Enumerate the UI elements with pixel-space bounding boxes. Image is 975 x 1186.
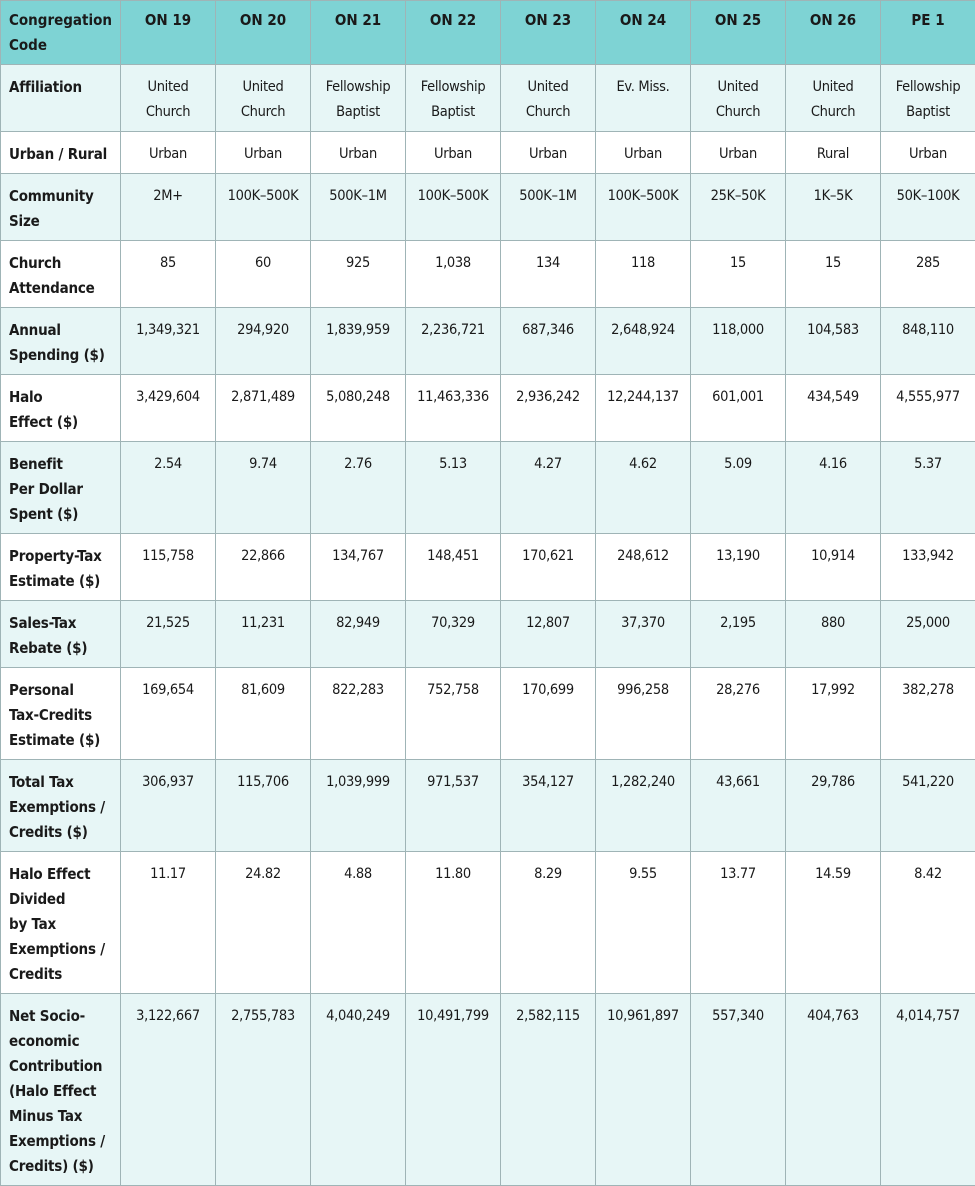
table-cell: 12,244,137: [596, 375, 691, 442]
column-header: ON 21: [311, 1, 406, 65]
table-row-net-socioeconomic-contribution: [1, 994, 975, 1186]
table-cell: 100K–500K: [596, 174, 691, 241]
table-cell: 2.54: [121, 442, 216, 534]
row-label: Sales-Tax Rebate ($): [1, 601, 121, 668]
table-cell: 169,654: [121, 668, 216, 760]
table-cell: Urban: [406, 132, 501, 174]
table-cell: 25K–50K: [691, 174, 786, 241]
column-header: ON 19: [121, 1, 216, 65]
table-cell: Ev. Miss.: [596, 65, 691, 132]
table-cell: Urban: [596, 132, 691, 174]
table-cell: 541,220: [881, 760, 975, 852]
table-row-affiliation: [1, 65, 975, 132]
table-row-halo-effect: [1, 375, 975, 442]
table-cell: 5.09: [691, 442, 786, 534]
table-cell: 4.62: [596, 442, 691, 534]
table-cell: 4.88: [311, 852, 406, 994]
table-cell: 170,699: [501, 668, 596, 760]
table-cell: 5,080,248: [311, 375, 406, 442]
table-cell: 15: [691, 241, 786, 308]
table-cell: 434,549: [786, 375, 881, 442]
table-cell: 13,190: [691, 534, 786, 601]
table-cell: 248,612: [596, 534, 691, 601]
table-cell: 22,866: [216, 534, 311, 601]
table-cell: 1,039,999: [311, 760, 406, 852]
table-cell: 2.76: [311, 442, 406, 534]
table-cell: 115,706: [216, 760, 311, 852]
table-cell: Fellowship Baptist: [311, 65, 406, 132]
table-cell: 11.17: [121, 852, 216, 994]
table-cell: 4,555,977: [881, 375, 975, 442]
table-cell: 996,258: [596, 668, 691, 760]
table-cell: 2,936,242: [501, 375, 596, 442]
row-label: Church Attendance: [1, 241, 121, 308]
table-cell: 134,767: [311, 534, 406, 601]
table-cell: 1,839,959: [311, 308, 406, 375]
table-cell: 1K–5K: [786, 174, 881, 241]
table-cell: 37,370: [596, 601, 691, 668]
table-cell: 601,001: [691, 375, 786, 442]
table-cell: 2,871,489: [216, 375, 311, 442]
table-cell: 4,040,249: [311, 994, 406, 1186]
table-cell: Fellowship Baptist: [881, 65, 975, 132]
table-cell: Rural: [786, 132, 881, 174]
table-cell: 148,451: [406, 534, 501, 601]
table-cell: 10,491,799: [406, 994, 501, 1186]
table-cell: 500K–1M: [501, 174, 596, 241]
table-cell: 4,014,757: [881, 994, 975, 1186]
congregation-code-header: Congregation Code: [1, 1, 121, 65]
table-cell: 1,038: [406, 241, 501, 308]
row-label: Personal Tax-Credits Estimate ($): [1, 668, 121, 760]
table-cell: 1,349,321: [121, 308, 216, 375]
table-cell: 925: [311, 241, 406, 308]
table-cell: 17,992: [786, 668, 881, 760]
table-row-benefit-per-dollar: [1, 442, 975, 534]
table-cell: 133,942: [881, 534, 975, 601]
table-row-urban-rural: [1, 132, 975, 174]
table-cell: 294,920: [216, 308, 311, 375]
row-label: Net Socio- economic Contribution (Halo Effect Minus Tax Exemptions / Credits) ($): [1, 994, 121, 1186]
column-header: ON 23: [501, 1, 596, 65]
table-cell: 60: [216, 241, 311, 308]
table-cell: 848,110: [881, 308, 975, 375]
row-label: Affiliation: [1, 65, 121, 132]
table-cell: 382,278: [881, 668, 975, 760]
table-row-community-size: [1, 174, 975, 241]
table-cell: 2,755,783: [216, 994, 311, 1186]
table-cell: 404,763: [786, 994, 881, 1186]
table-row-total-tax-exemptions: [1, 760, 975, 852]
table-cell: 14.59: [786, 852, 881, 994]
table-cell: 4.27: [501, 442, 596, 534]
table-cell: 81,609: [216, 668, 311, 760]
table-cell: 306,937: [121, 760, 216, 852]
table-cell: 12,807: [501, 601, 596, 668]
table-cell: 118: [596, 241, 691, 308]
table-row-halo-divided-by-tax: [1, 852, 975, 994]
table-cell: Urban: [691, 132, 786, 174]
table-cell: 15: [786, 241, 881, 308]
table-cell: 10,961,897: [596, 994, 691, 1186]
table-cell: Fellowship Baptist: [406, 65, 501, 132]
table-row-property-tax: [1, 534, 975, 601]
table-cell: 100K–500K: [216, 174, 311, 241]
table-cell: 100K–500K: [406, 174, 501, 241]
column-header: ON 20: [216, 1, 311, 65]
row-label: Urban / Rural: [1, 132, 121, 174]
table-cell: 5.13: [406, 442, 501, 534]
row-label: Annual Spending ($): [1, 308, 121, 375]
header-row: [1, 1, 975, 65]
table-cell: United Church: [216, 65, 311, 132]
column-header: PE 1: [881, 1, 975, 65]
table-cell: 11,463,336: [406, 375, 501, 442]
table-cell: Urban: [121, 132, 216, 174]
row-label: Property-Tax Estimate ($): [1, 534, 121, 601]
table-cell: 2,195: [691, 601, 786, 668]
table-cell: 43,661: [691, 760, 786, 852]
table-cell: 9.55: [596, 852, 691, 994]
table-cell: 104,583: [786, 308, 881, 375]
row-label: Total Tax Exemptions / Credits ($): [1, 760, 121, 852]
table-cell: 354,127: [501, 760, 596, 852]
table-cell: 687,346: [501, 308, 596, 375]
table-cell: United Church: [121, 65, 216, 132]
table-cell: 1,282,240: [596, 760, 691, 852]
column-header: ON 25: [691, 1, 786, 65]
column-header: ON 22: [406, 1, 501, 65]
table-cell: 85: [121, 241, 216, 308]
table-cell: Urban: [881, 132, 975, 174]
table-cell: 880: [786, 601, 881, 668]
table-cell: 82,949: [311, 601, 406, 668]
table-cell: 5.37: [881, 442, 975, 534]
table-row-church-attendance: [1, 241, 975, 308]
table-cell: 822,283: [311, 668, 406, 760]
column-header: ON 24: [596, 1, 691, 65]
table-body: [1, 65, 975, 1186]
table-cell: 2,648,924: [596, 308, 691, 375]
table-cell: 8.29: [501, 852, 596, 994]
table-cell: 170,621: [501, 534, 596, 601]
table-cell: Urban: [216, 132, 311, 174]
table-cell: 118,000: [691, 308, 786, 375]
table-cell: 2,236,721: [406, 308, 501, 375]
table-cell: 500K–1M: [311, 174, 406, 241]
table-cell: 21,525: [121, 601, 216, 668]
row-label: Halo Effect Divided by Tax Exemptions / Credits: [1, 852, 121, 994]
table-cell: 10,914: [786, 534, 881, 601]
table-cell: 4.16: [786, 442, 881, 534]
table-cell: 752,758: [406, 668, 501, 760]
row-label: Benefit Per Dollar Spent ($): [1, 442, 121, 534]
table-cell: 13.77: [691, 852, 786, 994]
table-cell: 971,537: [406, 760, 501, 852]
table-cell: 25,000: [881, 601, 975, 668]
table-cell: 24.82: [216, 852, 311, 994]
table-cell: 11,231: [216, 601, 311, 668]
table-cell: 557,340: [691, 994, 786, 1186]
table-cell: 2,582,115: [501, 994, 596, 1186]
table-cell: 50K–100K: [881, 174, 975, 241]
table-cell: 29,786: [786, 760, 881, 852]
table-cell: 2M+: [121, 174, 216, 241]
row-label: Halo Effect ($): [1, 375, 121, 442]
table-cell: 70,329: [406, 601, 501, 668]
table-cell: 8.42: [881, 852, 975, 994]
table-cell: 285: [881, 241, 975, 308]
table-cell: United Church: [501, 65, 596, 132]
table-row-annual-spending: [1, 308, 975, 375]
table-row-sales-tax-rebate: [1, 601, 975, 668]
table-cell: 11.80: [406, 852, 501, 994]
table-cell: 28,276: [691, 668, 786, 760]
column-header: ON 26: [786, 1, 881, 65]
table-cell: 9.74: [216, 442, 311, 534]
row-label: Community Size: [1, 174, 121, 241]
table-cell: Urban: [501, 132, 596, 174]
table-cell: United Church: [786, 65, 881, 132]
table-cell: 115,758: [121, 534, 216, 601]
table-row-personal-tax-credits: [1, 668, 975, 760]
table-header: [1, 1, 975, 65]
table-cell: 134: [501, 241, 596, 308]
table-cell: 3,122,667: [121, 994, 216, 1186]
table-cell: 3,429,604: [121, 375, 216, 442]
table-cell: United Church: [691, 65, 786, 132]
table-cell: Urban: [311, 132, 406, 174]
